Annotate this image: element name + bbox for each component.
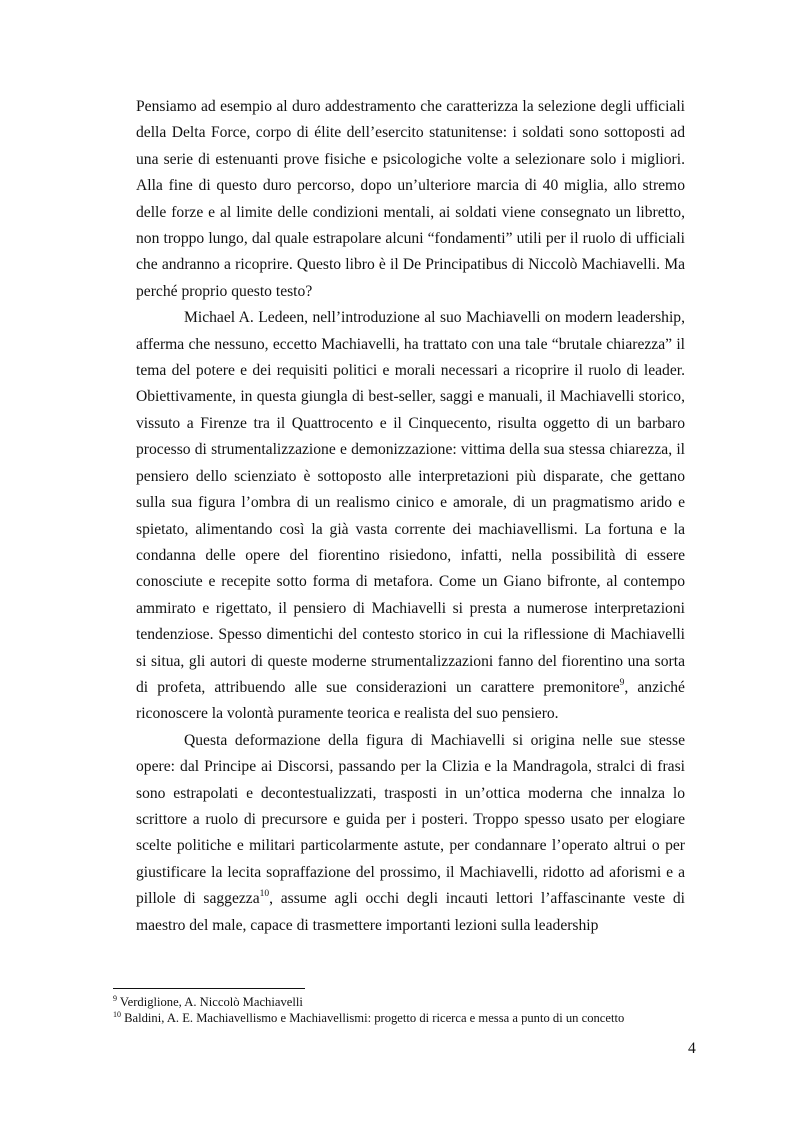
footnote-ref-9[interactable]: 9 bbox=[619, 677, 625, 688]
page-number: 4 bbox=[688, 1040, 696, 1057]
footnote-number: 9 bbox=[113, 993, 117, 1003]
paragraph-2 bbox=[136, 305, 685, 728]
paragraph-2-text-b: , anziché riconoscere la volontà puramente teorica e realista del suo pensiero. bbox=[136, 678, 685, 723]
footnote-number: 10 bbox=[113, 1009, 121, 1019]
paragraph-3-text-b: , assume agli occhi degli incauti lettori l’affascinante veste di maestro del male, capace di trasmettere importanti lezioni sulla leadership bbox=[136, 890, 685, 934]
footnote-text: Baldini, A. E. Machiavellismo e Machiavellismi: progetto di ricerca e messa a punto di un concetto bbox=[121, 1011, 625, 1025]
footnote-ref-10[interactable]: 10 bbox=[259, 889, 270, 899]
body-text bbox=[136, 94, 685, 939]
footnote-9 bbox=[113, 994, 693, 1010]
paragraph-1: Pensiamo ad esempio al duro addestramento che caratterizza la selezione degli ufficiali della Delta Force, corpo di élite dell’esercito statunitense: i soldati sono sottoposti ad una serie di estenuanti prove fisiche e psicologiche volte a selezionare solo i migliori. Alla fine di questo duro percorso, dopo un’ulteriore marcia di 40 miglia, allo stremo delle forze e al limite delle condizioni mentali, ai soldati viene consegnato un libretto, non troppo lungo, dal quale estrapolare alcuni “fondamenti” utili per il ruolo di ufficiali che andranno a ricoprire. Questo libro è il De Principatibus di Niccolò Machiavelli. Ma perché proprio questo testo? bbox=[136, 98, 685, 300]
paragraph-3-text-a: Questa deformazione della figura di Machiavelli si origina nelle sue stesse opere: dal Principe ai Discorsi, passando per la Clizia e la Mandragola, stralci di frasi sono estrapolati e decontestualizzati, trasposti in un’ottica moderna che innalza lo scrittore a ruolo di precursore e guida per i posteri. Troppo spesso usato per elogiare scelte politiche e militari particolarmente astute, per condannare l’operato altrui o per giustificare la lecita sopraffazione del prossimo, il Machiavelli, ridotto ad aforismi e a pillole di saggezza bbox=[136, 731, 685, 908]
paragraph-3 bbox=[136, 728, 685, 939]
footnote-separator bbox=[113, 988, 305, 989]
paragraph-2-text-a: Michael A. Ledeen, nell’introduzione al suo Machiavelli on modern leadership, afferma che nessuno, eccetto Machiavelli, ha trattato con una tale “brutale chiarezza” il tema del potere e dei requisiti politici e morali necessari a ricoprire il ruolo di leader. Obiettivamente, in questa giungla di best-seller, saggi e manuali, il Machiavelli storico, vissuto a Firenze tra il Quattrocento e il Cinquecento, risulta oggetto di un barbaro processo di strumentalizzazione e demonizzazione: vittima della sua stessa chiarezza, il pensiero dello scienziato è sottoposto alle interpretazioni più disparate, che gettano sulla sua figura l’ombra di un realismo cinico e amorale, di un pragmatismo arido e spietato, alimentando così la già vasta corrente dei machiavellismi. La fortuna e la condanna delle opere del fiorentino risiedono, infatti, nella possibilità di essere conosciute e recepite sotto forma di metafora. Come un Giano bifronte, al contempo ammirato e rigettato, il pensiero di Machiavelli si presta a numerose interpretazioni tendenziose. Spesso dimentichi del contesto storico in cui la riflessione di Machiavelli si situa, gli autori di queste moderne strumentalizzazioni fanno del fiorentino una sorta di profeta, attribuendo alle sue considerazioni un carattere premonitore bbox=[136, 309, 685, 696]
footnote-10 bbox=[113, 1010, 693, 1026]
footnotes bbox=[113, 994, 693, 1026]
footnote-text: Verdiglione, A. Niccolò Machiavelli bbox=[117, 995, 303, 1009]
